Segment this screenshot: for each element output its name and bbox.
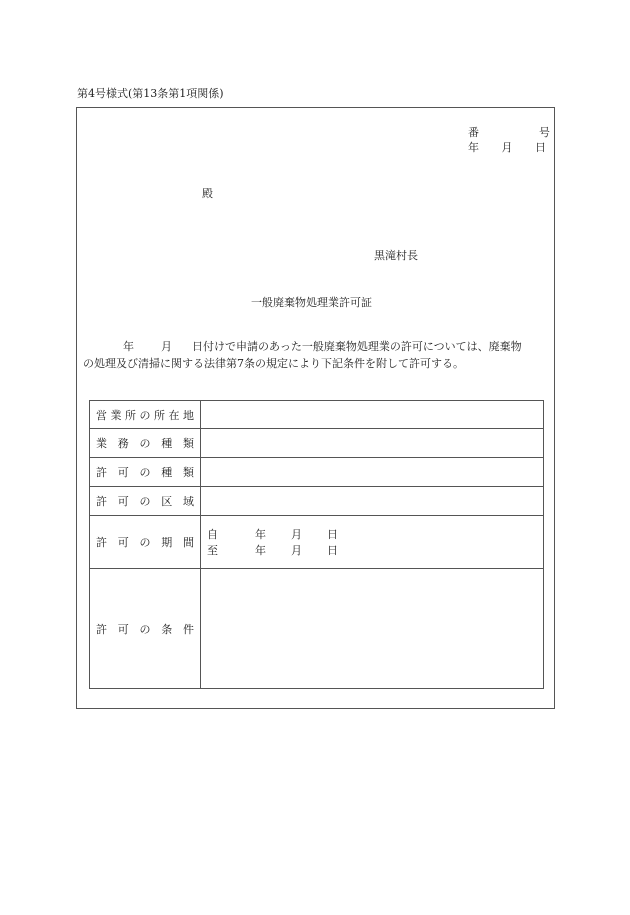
value-permit-period [201, 516, 544, 569]
body-year: 年 [123, 340, 134, 353]
number-go-label: 号 [539, 126, 550, 139]
table-row [90, 429, 544, 458]
value-permit-type [201, 458, 544, 487]
row-label-business-type: 業 務 の 種 類 [90, 429, 201, 458]
table-row [90, 516, 544, 569]
value-business-type [201, 429, 544, 458]
value-office-address [201, 401, 544, 429]
issue-date-line [468, 139, 546, 155]
period-from: 自 年 月 日 [207, 528, 338, 541]
form-number-label: 第4号様式(第13条第1項関係) [77, 87, 224, 100]
row-label-permit-type: 許 可 の 種 類 [90, 458, 201, 487]
certificate-number-line [468, 124, 550, 140]
certificate-frame [76, 107, 555, 709]
document-title: 一般廃棄物処理業許可証 [251, 296, 372, 309]
body-text [83, 338, 551, 372]
row-label-permit-conditions: 許 可 の 条 件 [90, 569, 201, 689]
body-text-line2: の処理及び清掃に関する法律第7条の規定により下記条件を附して許可する。 [83, 357, 464, 370]
value-permit-conditions [201, 569, 544, 689]
table-row [90, 458, 544, 487]
body-text-line1: 日付けで申請のあった一般廃棄物処理業の許可については、廃棄物 [192, 340, 522, 353]
table-row [90, 487, 544, 516]
permit-details-table [89, 400, 544, 689]
period-to: 至 年 月 日 [207, 544, 338, 557]
row-label-office-address: 営 業 所 の 所 在 地 [90, 401, 201, 429]
row-label-permit-area: 許 可 の 区 域 [90, 487, 201, 516]
row-label-permit-period: 許 可 の 期 間 [90, 516, 201, 569]
number-ban-label: 番 [468, 126, 479, 139]
value-permit-area [201, 487, 544, 516]
table-row [90, 569, 544, 689]
issue-month-label: 月 [501, 141, 513, 154]
table-row [90, 401, 544, 429]
body-month: 月 [161, 340, 172, 353]
issue-day-label: 日 [535, 141, 546, 154]
issue-year-label: 年 [468, 141, 479, 154]
recipient-honorific: 殿 [202, 187, 213, 200]
issuer-name: 黒滝村長 [374, 249, 418, 262]
